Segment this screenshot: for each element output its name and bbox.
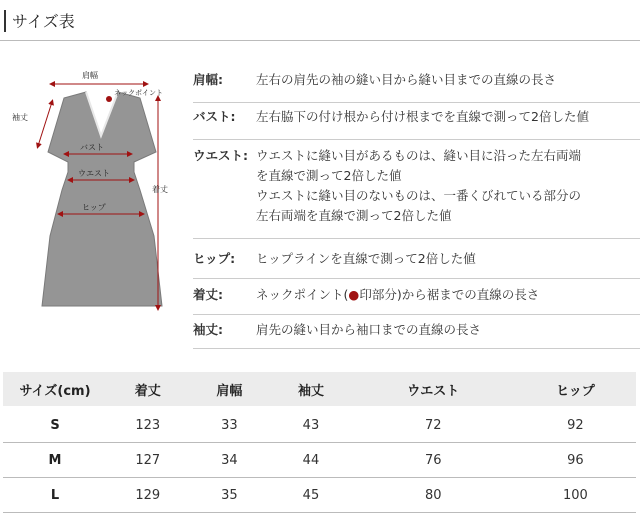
column-header: ヒップ [515,372,636,407]
table-cell: 72 [352,407,515,443]
definition-line: ウエストに縫い目があるものは、縫い目に沿った左右両端 [256,148,582,163]
row-divider [193,102,640,103]
column-header: 肩幅 [189,372,271,407]
label-waist: ウエスト [78,169,110,178]
row-divider [193,278,640,279]
definition-text [256,285,539,305]
table-cell: 129 [107,478,189,513]
definition-text [256,70,556,90]
definition-line: 肩先の縫い目から袖口までの直線の長さ [256,322,482,337]
column-header: ウエスト [352,372,515,407]
label-hip: ヒップ [82,203,106,212]
table-cell: 44 [270,443,352,478]
row-divider [193,139,640,140]
table-cell: 34 [189,443,271,478]
neck-point-marker [106,96,112,102]
row-divider [193,348,640,349]
table-cell: 123 [107,407,189,443]
header-divider [0,40,640,41]
page-title: サイズ表 [12,12,75,31]
definition-text [256,107,589,127]
definition-term: ウエスト: [193,148,248,163]
definition-term: ヒップ: [193,251,236,266]
header-accent-bar [4,10,6,32]
definition-text [256,146,581,226]
definition-line: ウエストに縫い目のないものは、一番くびれている部分の [256,188,582,203]
table-cell-size: M [3,443,107,478]
definition-line: 左右の肩先の袖の縫い目から縫い目までの直線の長さ [256,72,557,87]
definition-line: を直線で測って2倍した値 [256,168,402,183]
definition-term: 袖丈: [193,322,223,337]
size-table [3,372,636,513]
dress-diagram [6,56,186,326]
neck-point-dot: ● [348,287,360,302]
row-divider [193,314,640,315]
definition-text-part: 印部分)から裾までの直線の長さ [359,287,540,302]
table-header-row [3,372,636,407]
definition-line: 左右両端を直線で測って2倍した値 [256,208,452,223]
label-bust: バスト [80,143,104,152]
table-row [3,478,636,513]
column-header: 着丈 [107,372,189,407]
definition-text-part: ネックポイント( [256,287,349,302]
page-header [0,0,640,40]
definition-term: 肩幅: [193,72,223,87]
table-cell: 43 [270,407,352,443]
table-cell: 127 [107,443,189,478]
label-neck-point: ネックポイント [114,89,163,97]
table-cell: 92 [515,407,636,443]
definition-text [256,320,481,340]
label-shoulder: 肩幅 [82,71,98,80]
label-length: 着丈 [152,185,168,194]
column-header: サイズ(cm) [3,372,107,407]
table-cell: 96 [515,443,636,478]
table-cell: 80 [352,478,515,513]
definition-term: バスト: [193,109,236,124]
table-row [3,443,636,478]
definition-line: ヒップラインを直線で測って2倍した値 [256,251,476,266]
definition-text [256,249,476,269]
table-cell: 45 [270,478,352,513]
table-cell: 100 [515,478,636,513]
table-cell: 35 [189,478,271,513]
label-sleeve: 袖丈 [12,113,28,122]
definition-line: 左右脇下の付け根から付け根までを直線で測って2倍した値 [256,109,589,124]
table-row [3,407,636,443]
table-cell: 76 [352,443,515,478]
dress-shape [42,92,162,306]
table-cell-size: S [3,407,107,443]
definition-term: 着丈: [193,287,223,302]
sleeve-arrow [38,102,52,146]
column-header: 袖丈 [270,372,352,407]
table-cell-size: L [3,478,107,513]
row-divider [193,238,640,239]
table-cell: 33 [189,407,271,443]
